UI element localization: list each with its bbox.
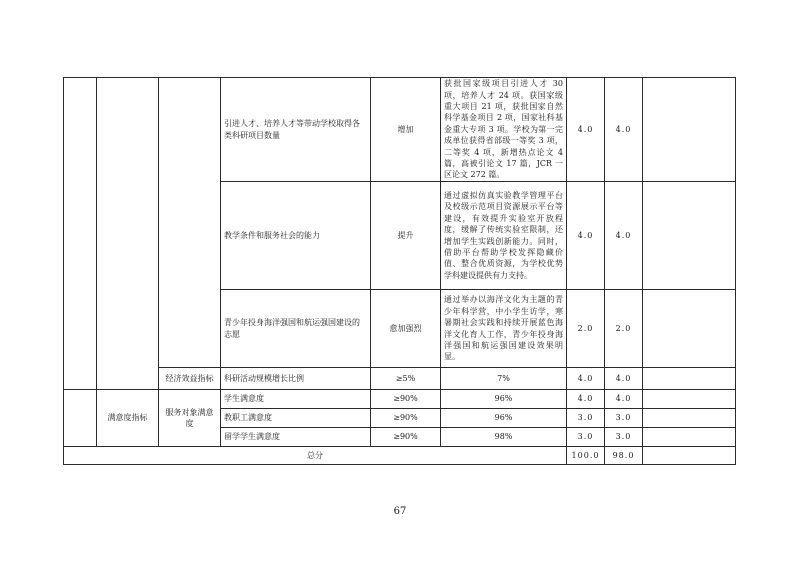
level2-cell-empty [97, 78, 159, 390]
performance-table [63, 77, 736, 465]
actual-cell: 96% [441, 409, 567, 428]
target-cell: ≥90% [371, 390, 441, 409]
total-score-cell: 98.0 [605, 447, 643, 465]
table-row [64, 78, 736, 182]
note-cell [643, 78, 736, 182]
target-cell: 提升 [371, 182, 441, 290]
indicator-cell: 学生满意度 [221, 390, 371, 409]
score-cell: 2.0 [605, 290, 643, 368]
actual-cell: 7% [441, 368, 567, 390]
level3-cell: 经济效益指标 [159, 368, 221, 390]
weight-cell: 2.0 [567, 290, 605, 368]
target-cell: ≥90% [371, 409, 441, 428]
table-row [64, 390, 736, 409]
note-cell [643, 409, 736, 428]
target-cell: ≥5% [371, 368, 441, 390]
score-cell: 4.0 [605, 78, 643, 182]
score-cell: 4.0 [605, 182, 643, 290]
actual-cell: 96% [441, 390, 567, 409]
actual-cell: 通过举办以海洋文化为主题的青少年科学营，中小学生访学，寒暑期社会实践和持续开展蓝色海洋文化育人工作，青少年投身海洋强国和航运强国建设效果明显。 [441, 290, 567, 368]
weight-cell: 4.0 [567, 368, 605, 390]
level3-cell-empty [159, 78, 221, 368]
weight-cell: 4.0 [567, 182, 605, 290]
weight-cell: 4.0 [567, 78, 605, 182]
actual-cell: 通过虚拟仿真实验教学管理平台及校级示范项目资源展示平台等建设，有效提升实验室开放程度，缓解了传统实验室限制，还增加学生实践创新能力。同时，借助平台帮助学校发挥隐藏价值、整合优质资源，为学校优势学科建设提供有力支持。 [441, 182, 567, 290]
indicator-cell: 教职工满意度 [221, 409, 371, 428]
score-cell: 3.0 [605, 428, 643, 447]
indicator-cell: 引进人才、培养人才等带动学校取得各类科研项目数量 [221, 78, 371, 182]
total-note-cell [643, 447, 736, 465]
satisfaction-level2-cell: 服务对象满意度 [159, 390, 221, 447]
note-cell [643, 368, 736, 390]
indicator-cell: 留学学生满意度 [221, 428, 371, 447]
weight-cell: 4.0 [567, 390, 605, 409]
indicator-cell: 科研活动规模增长比例 [221, 368, 371, 390]
actual-cell: 获批国家级项目引进人才 30 项，培养人才 24 项。获国家级重大项目 21 项，获批国家自然科学基金项目 2 项，国家社科基金重大专项 3 项。学校为第一完成单位获得省部级一等奖 3 项，二等奖 4 项，新增热点论文 4 篇，高被引论文 17 篇，JCR 一区论文 272 篇。 [441, 78, 567, 182]
target-cell: 增加 [371, 78, 441, 182]
indicator-cell: 青少年投身海洋强国和航运强国建设的志愿 [221, 290, 371, 368]
note-cell [643, 390, 736, 409]
page-number: 67 [393, 506, 407, 517]
level1-cell-empty [64, 390, 97, 447]
level1-cell-empty [64, 78, 97, 390]
table-row [64, 368, 736, 390]
total-weight-cell: 100.0 [567, 447, 605, 465]
note-cell [643, 290, 736, 368]
target-cell: ≥90% [371, 428, 441, 447]
note-cell [643, 182, 736, 290]
score-cell: 3.0 [605, 409, 643, 428]
note-cell [643, 428, 736, 447]
total-row [64, 447, 736, 465]
total-label-cell: 总分 [64, 447, 567, 465]
weight-cell: 3.0 [567, 428, 605, 447]
satisfaction-level1-cell: 满意度指标 [97, 390, 159, 447]
target-cell: 愈加强烈 [371, 290, 441, 368]
score-cell: 4.0 [605, 390, 643, 409]
actual-cell: 98% [441, 428, 567, 447]
indicator-cell: 教学条件和服务社会的能力 [221, 182, 371, 290]
weight-cell: 3.0 [567, 409, 605, 428]
score-cell: 4.0 [605, 368, 643, 390]
